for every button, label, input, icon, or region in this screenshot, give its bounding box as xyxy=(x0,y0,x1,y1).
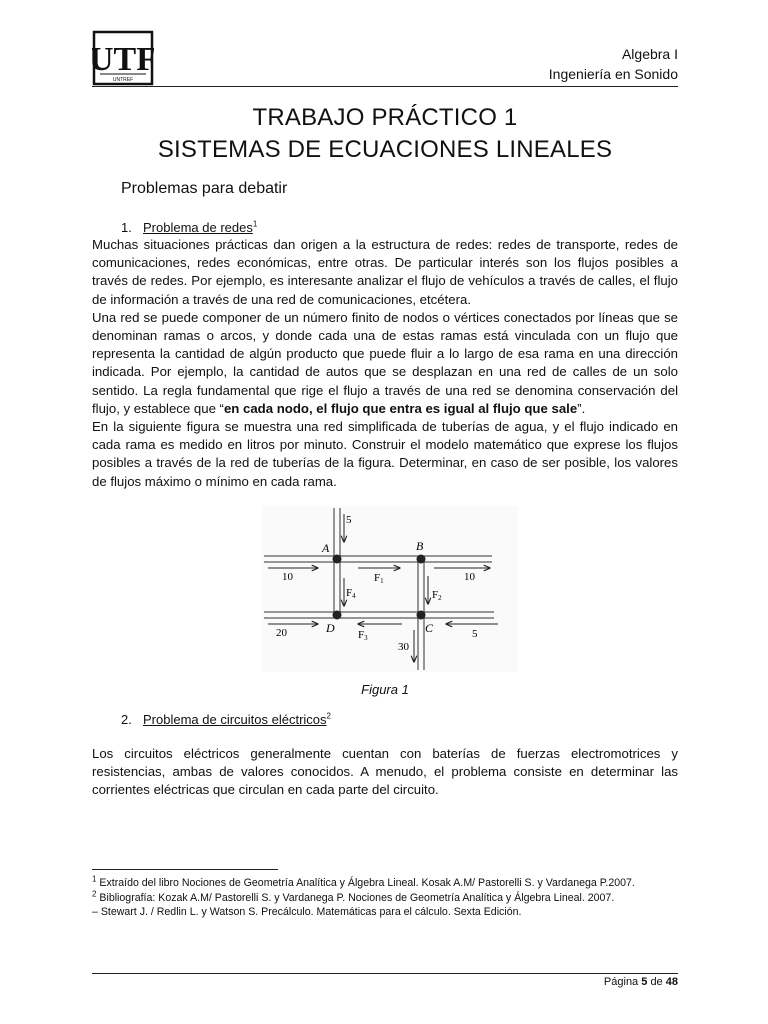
footnote-2 xyxy=(92,891,678,906)
page-of: de xyxy=(650,976,663,988)
page-total: 48 xyxy=(665,976,678,988)
item-1-number: 1. xyxy=(121,220,132,235)
footnote-1-text: Extraído del libro Nociones de Geometría Analítica y Álgebra Lineal. Kosak A.M/ Pastorelli S. y Vardanega P.2007. xyxy=(96,877,635,889)
label-f2: F2 xyxy=(432,589,442,602)
item-2-number: 2. xyxy=(121,712,132,727)
logo-subtext: UNTREF xyxy=(112,77,134,83)
page-title xyxy=(92,102,678,166)
footnote-divider xyxy=(92,869,278,870)
footnote-1 xyxy=(92,876,678,891)
paragraph-2-emphasis: en cada nodo, el flujo que entra es igual al flujo que sale xyxy=(223,400,578,416)
university-logo xyxy=(92,30,154,86)
header-divider xyxy=(92,86,678,87)
paragraph-1: Muchas situaciones prácticas dan origen a la estructura de redes: redes de transporte, redes de comunicaciones, redes económicas, entre otras. De particular interés son los flujos posibles a través de redes. Por ejemplo, es interesante analizar el flujo de vehículos a través de calles, el flujo de información a través de una red de comunicaciones, etcétera. xyxy=(92,237,678,307)
network-figure xyxy=(262,506,518,672)
item-1-heading xyxy=(121,220,257,235)
logo-text: UTF xyxy=(92,41,154,78)
footnote-1-marker: 1 xyxy=(92,874,97,884)
label-bottom-out: 30 xyxy=(398,641,409,653)
node-d xyxy=(333,611,342,620)
node-label-a: A xyxy=(322,541,330,555)
footnote-2-marker: 2 xyxy=(92,889,97,899)
program-name: Ingeniería en Sonido xyxy=(548,66,678,82)
footnote-2-text: Bibliografía: Kozak A.M/ Pastorelli S. y Vardanega P. Nociones de Geometría Analítica y Álgebra Lineal. 2007. xyxy=(96,891,615,904)
title-line-1: TRABAJO PRÁCTICO 1 xyxy=(252,104,518,131)
node-a xyxy=(333,555,342,564)
item-2-body xyxy=(92,745,678,800)
course-name: Algebra I xyxy=(621,46,678,62)
label-top-in: 5 xyxy=(346,514,352,526)
label-bottom-right-in: 5 xyxy=(472,628,478,640)
item-2-label: Problema de circuitos eléctricos xyxy=(143,712,327,727)
item-1-body xyxy=(92,236,678,491)
footnote-2-continued: – Stewart J. / Redlin L. y Watson S. Precálculo. Matemáticas para el cálculo. Sexta Edición. xyxy=(92,906,522,919)
paragraph-2-end: ”. xyxy=(577,400,586,416)
node-c xyxy=(417,611,426,620)
node-label-b: B xyxy=(416,539,424,553)
page-number xyxy=(604,976,678,988)
label-f3: F3 xyxy=(358,629,368,642)
footnotes xyxy=(92,876,678,920)
footnote-ref-2: 2 xyxy=(326,711,331,721)
footnote-ref-1: 1 xyxy=(252,219,258,229)
item-2-heading xyxy=(121,712,331,727)
section-subtitle: Problemas para debatir xyxy=(121,180,288,197)
label-bottom-left-in: 20 xyxy=(276,627,287,639)
label-f4: F4 xyxy=(346,587,356,600)
label-left-in: 10 xyxy=(282,571,293,583)
figure-caption: Figura 1 xyxy=(361,682,409,697)
page-label: Página xyxy=(603,976,639,988)
title-line-2: SISTEMAS DE ECUACIONES LINEALES xyxy=(157,136,613,163)
document-header xyxy=(549,44,678,84)
node-b xyxy=(417,555,426,564)
node-label-c: C xyxy=(425,621,434,635)
footer-divider xyxy=(92,973,678,974)
label-right-out: 10 xyxy=(464,571,475,583)
page-current: 5 xyxy=(641,976,648,988)
paragraph-2 xyxy=(92,309,678,418)
node-label-d: D xyxy=(326,621,335,635)
paragraph-circuits: Los circuitos eléctricos generalmente cuentan con baterías de fuerzas electromotrices y resistencias, ambas de valores conocidos. A menudo, el problema consiste en determinar las corrientes eléctricas que circulan en cada parte del circuito. xyxy=(92,746,678,798)
paragraph-2-start: Una red se puede componer de un número finito de nodos o vértices conectados por líneas que se denominan ramas o arcos, y donde cada una de estas ramas está vinculada con un flujo que representa la cantidad de algún producto que puede fluir a lo largo de esa rama en una dirección indicada. Por ejemplo, la cantidad de autos que se desplazan en una red de calles de un solo sentido. La regla fundamental que rige el flujo a través de una red se denomina conservación del flujo, y establece que “ xyxy=(92,309,678,416)
label-f1: F1 xyxy=(374,572,384,585)
paragraph-3: En la siguiente figura se muestra una red simplificada de tuberías de agua, y el flujo indicado en cada rama es medido en litros por minuto. Construir el modelo matemático que exprese los flujos posibles a través de la red de tuberías de la figura. Determinar, en caso de ser posible, los valores de flujos máximo o mínimo en cada rama. xyxy=(92,419,678,489)
item-1-label: Problema de redes xyxy=(143,220,253,235)
